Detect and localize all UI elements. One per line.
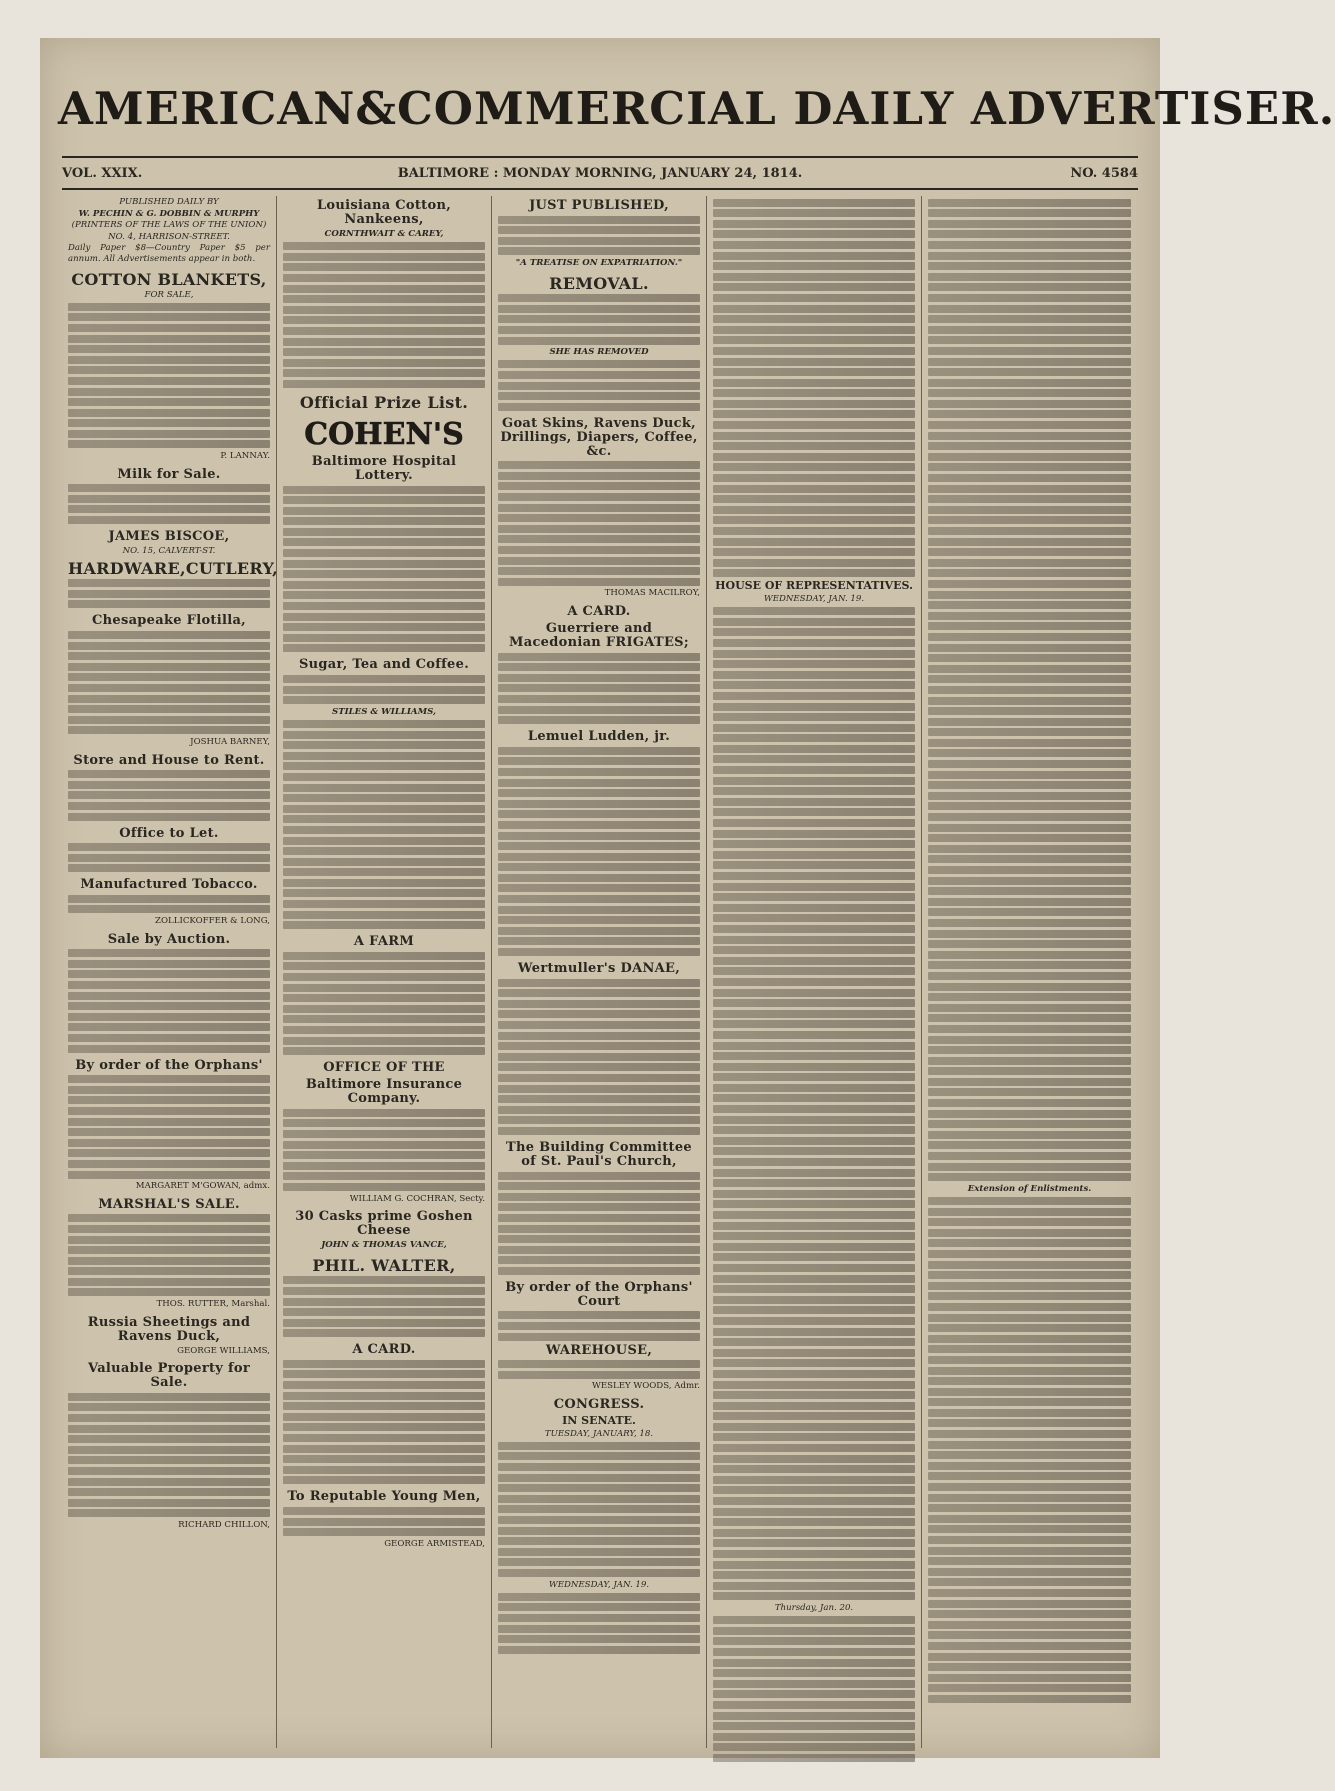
ad-goat-skins [498,417,700,599]
column-2 [277,196,492,1748]
ad-louisiana-cotton: Louisiana Cotton, Nankeens, CORNTHWAIT & CAREY, [283,199,485,388]
ad-baltimore-insurance: OFFICE OF THE Baltimore Insurance Company. WILLIAM G. COCHRAN, Secty. [283,1061,485,1204]
ad-just-published: JUST PUBLISHED, "A TREATISE ON EXPATRIATION." [498,199,700,269]
ad-official-prize-list: Official Prize List. COHEN'S Baltimore Hospital Lottery. [283,394,485,653]
column-1 [62,196,277,1748]
ad-headline: Manufactured Tobacco. [80,877,258,893]
ad-headline: By order of the Orphans' [75,1057,263,1073]
ad-headline: Sugar, Tea and Coffee. [298,657,470,673]
masthead-rule-bottom [62,188,1138,190]
volume-number: VOL. XXIX. [62,166,143,181]
ad-headline: JUST PUBLISHED, [529,198,669,213]
ad-headline: COTTON BLANKETS, [71,269,267,289]
dateline [62,166,1138,186]
house-headline: HOUSE OF REPRESENTATIVES. [715,579,913,593]
ad-headline: Russia Sheetings and Ravens Duck, [87,1314,251,1344]
subscription-terms: Daily Paper $8—Country Paper $5 per annum. All Advertisements appear in both. [68,243,270,264]
issue-date: BALTIMORE : MONDAY MORNING, JANUARY 24, 1814. [397,166,803,181]
publisher-notice: PUBLISHED DAILY BY W. PECHIN & G. DOBBIN & MURPHY (PRINTERS OF THE LAWS OF THE UNION) NO. 4, HARRISON-STREET. Daily Paper $8—Country Paper $5 per annum. All Advertisements appear in both. [68,197,270,264]
ad-marshals-sale [68,1198,270,1310]
ad-signature: THOS. RUTTER, Marshal. [156,1299,270,1310]
ad-headline: A FARM [353,934,415,950]
ad-headline: Louisiana Cotton, Nankeens, [316,198,452,227]
ad-headline: A CARD. [567,604,631,619]
ad-store-to-rent [68,754,270,821]
ad-signature: MARGARET M'GOWAN, admx. [135,1181,270,1192]
ad-headline: Office to Let. [119,825,219,841]
ad-sale-by-auction [68,933,270,1053]
ad-headline: To Reputable Young Men, [287,1489,481,1505]
columns [62,196,1138,1748]
ad-cotton-blankets: COTTON BLANKETS, FOR SALE, P. LANNAY. [68,271,270,462]
ad-headline: REMOVAL. [549,273,649,293]
ad-signature: WILLIAM G. COCHRAN, Secty. [349,1193,485,1204]
ad-wertmuller-danae [498,962,700,1135]
ad-young-men [283,1490,485,1549]
ad-headline: Wertmuller's DANAE, [517,961,681,977]
ad-headline: The Building Committee of St. Paul's Church, [506,1139,692,1169]
ad-signature: GEORGE ARMISTEAD, [384,1538,485,1549]
ad-orphans-court-warehouse: By order of the Orphans' Court WAREHOUSE, WESLEY WOODS, Admr. [498,1281,700,1392]
ad-headline: 30 Casks prime Goshen Cheese [295,1209,473,1239]
ad-phil-walter [283,1257,485,1338]
congress-proceedings-continued [928,199,1131,1703]
congress-proceedings: HOUSE OF REPRESENTATIVES. WEDNESDAY, JAN. 19. Thursday, Jan. 20. [713,199,915,1762]
ad-milk [68,468,270,524]
masthead-title: AMERICAN&COMMERCIAL DAILY ADVERTISER. [58,82,1335,135]
cohens-logo [304,415,464,452]
ad-headline: Official Prize List. [299,392,469,412]
ad-sugar-tea-coffee: Sugar, Tea and Coffee. STILES & WILLIAMS, [283,658,485,929]
ad-manufactured-tobacco [68,878,270,926]
ad-goshen-cheese: 30 Casks prime Goshen Cheese JOHN & THOMAS VANCE, [283,1210,485,1251]
ad-a-card [283,1343,485,1484]
section-headline: CONGRESS. [553,1397,645,1413]
ad-signature: GEORGE WILLIAMS, [177,1345,270,1356]
ad-headline: Chesapeake Flotilla, [91,613,246,629]
ad-headline: MARSHAL'S SALE. [98,1196,240,1212]
ad-valuable-property [68,1362,270,1530]
ad-building-committee [498,1141,700,1275]
ad-signature: P. LANNAY. [220,451,270,462]
ad-headline: A CARD. [352,1342,416,1358]
ad-a-farm [283,935,485,1055]
ad-headline: Milk for Sale. [117,466,221,482]
ad-headline: OFFICE OF THE [323,1060,445,1076]
ad-headline: Store and House to Rent. [73,752,265,768]
ad-signature: THOMAS MACILROY, [604,588,700,599]
ad-signature: ZOLLICKOFFER & LONG, [155,916,270,927]
congress-report: CONGRESS. IN SENATE. TUESDAY, JANUARY, 18. WEDNESDAY, JAN. 19. [498,1398,700,1654]
ad-headline: JAMES BISCOE, [108,529,230,545]
issue-number: NO. 4584 [1070,166,1138,181]
ad-james-biscoe: JAMES BISCOE, NO. 15, CALVERT-ST. HARDWARE,CUTLERY, [68,530,270,608]
column-4 [707,196,922,1748]
ad-signature: WESLEY WOODS, Admr. [592,1381,700,1392]
ad-signature: JOSHUA BARNEY, [190,736,270,747]
ad-removal: REMOVAL. SHE HAS REMOVED [498,275,700,411]
ad-office-to-let [68,827,270,873]
extension-heading: Extension of Enlistments. [967,1183,1092,1194]
ad-headline: Sale by Auction. [107,931,231,947]
masthead-rule-top [62,156,1138,158]
ad-headline: Lemuel Ludden, jr. [527,729,671,745]
ad-orphans-court [68,1059,270,1192]
svg-text:COHEN'S: COHEN'S [304,416,464,452]
ad-lemuel-ludden [498,730,700,956]
column-5 [922,196,1137,1748]
newspaper-page [40,38,1335,1758]
ad-card-frigates: A CARD. Guerriere and Macedonian FRIGATES; [498,605,700,724]
column-3 [492,196,707,1748]
ad-chesapeake-flotilla [68,614,270,747]
ad-signature: RICHARD CHILLON, [178,1519,270,1530]
ad-headline: Valuable Property for Sale. [88,1361,250,1391]
ad-headline: Goat Skins, Ravens Duck, Drillings, Diapers, Coffee, &c. [500,415,698,459]
ad-headline: PHIL. WALTER, [312,1255,456,1275]
ad-headline: By order of the Orphans' Court [505,1279,693,1309]
ad-russia-sheetings [68,1316,270,1357]
